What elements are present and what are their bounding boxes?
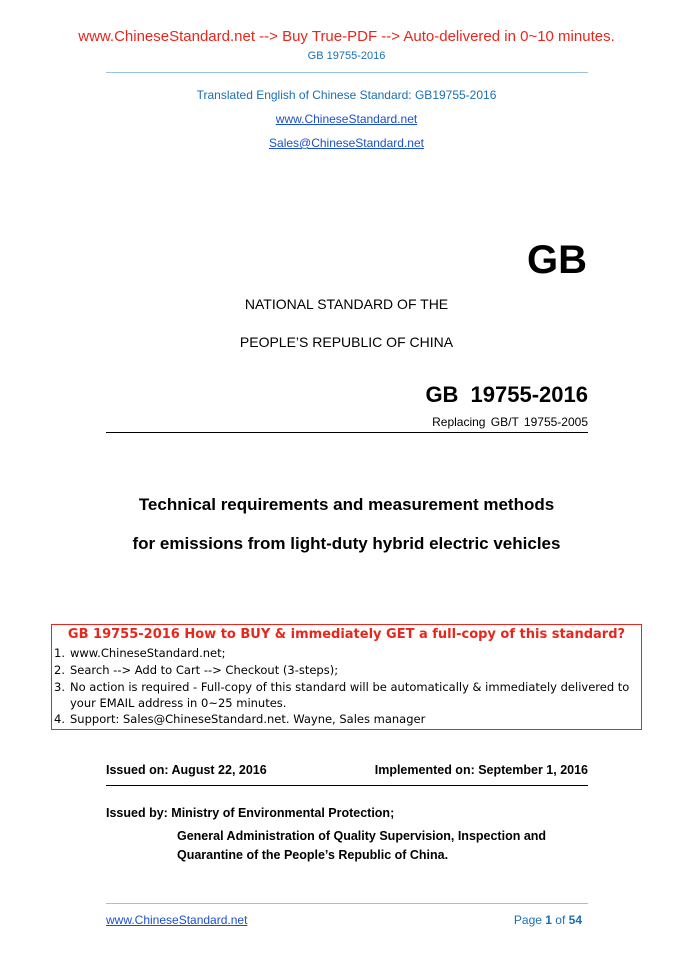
page-of: of <box>551 913 569 927</box>
buy-instructions-heading: GB 19755-2016 How to BUY & immediately GET a full-copy of this standard? <box>67 627 626 642</box>
national-standard-line-2: PEOPLE’S REPUBLIC OF CHINA <box>239 334 454 350</box>
header-divider <box>106 72 588 73</box>
buy-step-1 <box>54 646 225 660</box>
buy-step-4 <box>54 712 425 726</box>
dates-divider <box>106 785 588 786</box>
translated-note: Translated English of Chinese Standard: GB19755-2016 <box>196 88 497 102</box>
national-standard-line-1: NATIONAL STANDARD OF THE <box>244 296 449 312</box>
sales-email-text[interactable]: Sales@ChineseStandard.net <box>269 136 424 150</box>
issued-by: Issued by: Ministry of Environmental Protection; <box>106 806 395 820</box>
footer-site-link[interactable]: www.ChineseStandard.net <box>106 913 248 927</box>
top-banner[interactable]: www.ChineseStandard.net --> Buy True-PDF --> Auto-delivered in 0~10 minutes. <box>78 28 615 45</box>
replacing-note: Replacing GB/T 19755-2005 <box>432 415 588 429</box>
site-link-text[interactable]: www.ChineseStandard.net <box>275 112 418 126</box>
standard-number-divider <box>106 432 588 433</box>
page-prefix: Page <box>513 913 546 927</box>
buy-step-text: No action is required - Full-copy of this standard will be automatically & immediately delivered to <box>70 680 630 694</box>
buy-step-number: 4. <box>54 712 65 726</box>
buy-step-2 <box>54 663 338 677</box>
implemented-on-date: Implemented on: September 1, 2016 <box>374 763 588 777</box>
page-total: 54 <box>568 913 582 927</box>
second-issuer-line-2: Quarantine of the People’s Republic of China. <box>177 848 449 862</box>
standard-number: GB 19755-2016 <box>425 382 588 407</box>
document-title-line-1: Technical requirements and measurement methods <box>138 495 555 514</box>
footer-divider <box>106 903 588 904</box>
buy-step-text[interactable]: www.ChineseStandard.net; <box>70 646 226 660</box>
header-standard-code: GB 19755-2016 <box>307 50 386 62</box>
buy-step-text: Support: Sales@ChineseStandard.net. Wayne, Sales manager <box>70 712 426 726</box>
issued-on-date: Issued on: August 22, 2016 <box>106 763 267 777</box>
gb-mark: GB <box>527 238 587 282</box>
sales-email-link[interactable] <box>0 136 693 150</box>
buy-step-text: your EMAIL address in 0~25 minutes. <box>70 696 287 710</box>
buy-step-number: 1. <box>54 646 65 660</box>
document-title-line-2: for emissions from light-duty hybrid electric vehicles <box>132 534 561 553</box>
buy-step-3-continued <box>54 696 286 710</box>
second-issuer-line-1: General Administration of Quality Supervision, Inspection and <box>177 829 547 843</box>
buy-instructions-box <box>51 624 642 730</box>
buy-step-number: 3. <box>54 680 65 694</box>
buy-step-text: Search --> Add to Cart --> Checkout (3-steps); <box>70 663 339 677</box>
buy-step-number: 2. <box>54 663 65 677</box>
site-link[interactable] <box>0 112 693 126</box>
buy-step-3 <box>54 680 629 694</box>
page-current: 1 <box>545 913 552 927</box>
page-indicator <box>514 913 582 927</box>
